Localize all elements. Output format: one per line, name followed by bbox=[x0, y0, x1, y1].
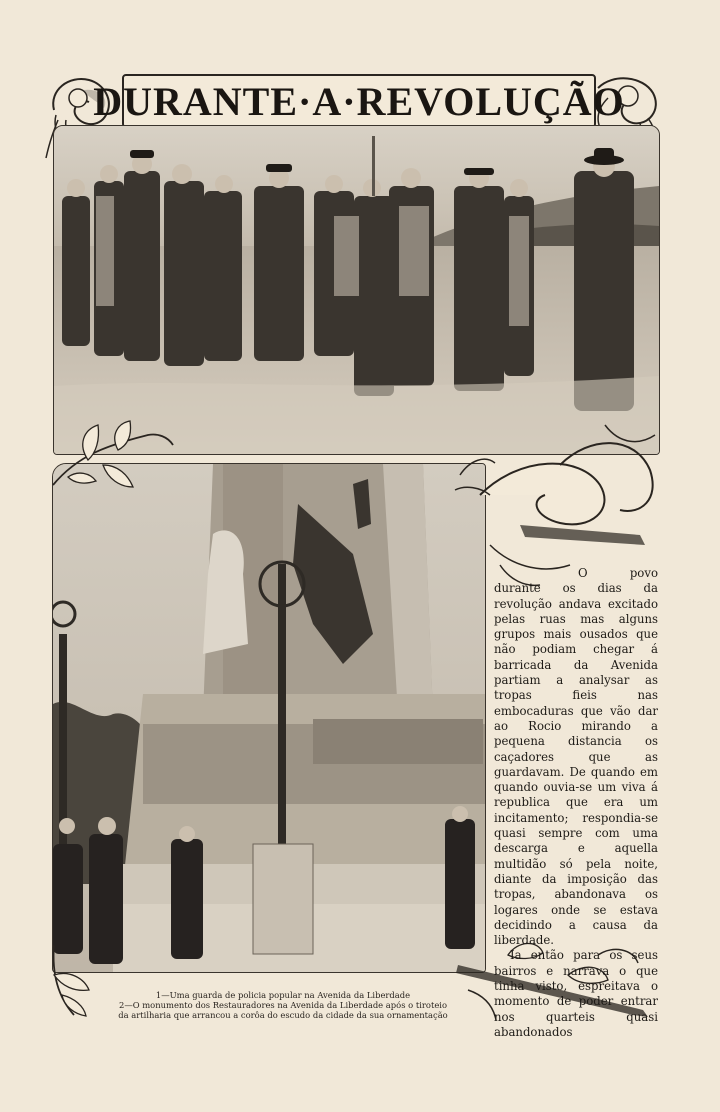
caption-line: da artilharia que arrancou a corôa do escudo da cidade da sua ornamentação bbox=[118, 1010, 448, 1020]
photo-police-guard-image bbox=[54, 126, 659, 454]
article-paragraph: Ia então para os seus bairros e narrava o que tinha visto, espreitava o momento de poder entrar nos quarteis quasi abandonados bbox=[494, 948, 658, 1039]
photo-restauradores-monument bbox=[52, 463, 486, 973]
article-body bbox=[494, 566, 658, 1040]
leaf-ornament-left-icon bbox=[48, 415, 178, 500]
photo-police-guard bbox=[53, 125, 660, 455]
article-paragraph: O povo durante os dias da revolução andava excitado pelas ruas mas alguns grupos mais ousados que não podiam chegar á barricada da Avenida partiam a analysar as tropas fieis nas embocaduras que vão dar ao Rocio mirando a pequena distancia os caçadores que as guardavam. De quando em quando ouvia-se um viva á republica que era um incitamento; respondia-se quasi sempre com uma descarga e aquella multidão só pela noite, diante da imposição das tropas, abandonava os logares onde se estava decidindo a causa da liberdade. bbox=[494, 566, 658, 948]
photo-restauradores-monument-image bbox=[53, 464, 485, 972]
photo-captions bbox=[88, 990, 478, 1020]
caption-line: 2—O monumento dos Restauradores na Avenida da Liberdade após o tiroteio bbox=[119, 1000, 447, 1010]
page-title: DURANTE·A·REVOLUÇÃO bbox=[93, 78, 625, 124]
title-banner bbox=[93, 74, 625, 128]
caption-line: 1—Uma guarda de policia popular na Avenida da Liberdade bbox=[155, 990, 411, 1000]
